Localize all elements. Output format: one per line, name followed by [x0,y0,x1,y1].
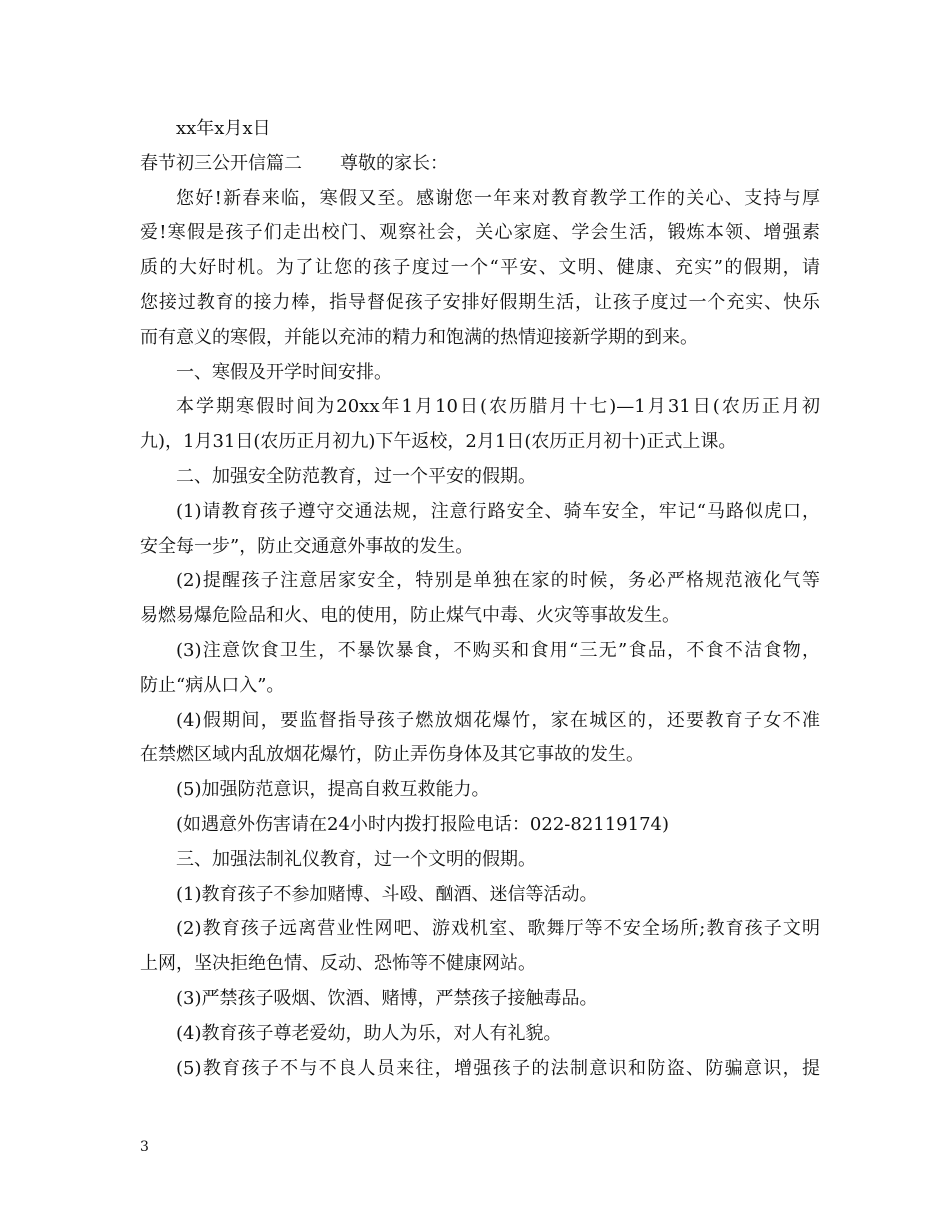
text-line: 您好!新春来临，寒假又至。感谢您一年来对教育教学工作的关心、支持与厚 [176,187,820,209]
salutation: 尊敬的家长： [340,152,448,174]
document-body [140,112,820,1086]
text-line: (5)加强防范意识，提高自救互救能力。 [176,779,490,801]
text-line: (如遇意外伤害请在24小时内拨打报险电话：022-82119174) [176,813,670,835]
text-line: 三、加强法制礼仪教育，过一个文明的假期。 [176,848,536,870]
text-line: 本学期寒假时间为20xx年1月10日(农历腊月十七)—1月31日(农历正月初 [176,396,820,418]
text-line: 易燃易爆危险品和火、电的使用，防止煤气中毒、火灾等事故发生。 [140,605,680,627]
text-line: (3)注意饮食卫生，不暴饮暴食，不购买和食用“三无”食品，不食不洁食物， [176,639,820,661]
text-line: (2)提醒孩子注意居家安全，特别是单独在家的时候，务必严格规范液化气等 [176,570,820,592]
date-line: xx年x月x日 [176,118,271,139]
text-line: (1)请教育孩子遵守交通法规，注意行路安全、骑车安全，牢记“马路似虎口， [176,500,820,522]
text-line: (3)严禁孩子吸烟、饮酒、赌博，严禁孩子接触毒品。 [176,987,598,1009]
text-line: 上网，坚决拒绝色情、反动、恐怖等不健康网站。 [140,953,536,975]
text-line: 您接过教育的接力棒，指导督促孩子安排好假期生活，让孩子度过一个充实、快乐 [140,291,820,313]
text-line: 爱!寒假是孩子们走出校门、观察社会，关心家庭、学会生活，锻炼本领、增强素 [140,222,820,244]
text-line: (4)教育孩子尊老爱幼，助人为乐，对人有礼貌。 [176,1022,562,1044]
text-line: 一、寒假及开学时间安排。 [176,361,392,383]
text-line: (1)教育孩子不参加赌博、斗殴、酗酒、迷信等活动。 [176,883,598,905]
text-line: 而有意义的寒假，并能以充沛的精力和饱满的热情迎接新学期的到来。 [140,326,698,348]
text-line: 质的大好时机。为了让您的孩子度过一个“平安、文明、健康、充实”的假期，请 [140,257,820,279]
body-text [140,182,820,1087]
title-row [140,147,820,182]
text-line: (2)教育孩子远离营业性网吧、游戏机室、歌舞厅等不安全场所;教育孩子文明 [176,918,820,940]
text-line: 防止“病从口入”。 [140,674,285,696]
text-line: 在禁燃区域内乱放烟花爆竹，防止弄伤身体及其它事故的发生。 [140,744,644,766]
text-line: 九)，1月31日(农历正月初九)下午返校，2月1日(农历正月初十)正式上课。 [140,431,737,453]
text-line: (4)假期间，要监督指导孩子燃放烟花爆竹，家在城区的，还要教育子女不准 [176,709,820,731]
letter-title: 春节初三公开信篇二 [140,152,302,174]
page-number: 3 [140,1139,149,1155]
text-line: 安全每一步”，防止交通意外事故的发生。 [140,535,474,557]
text-line: (5)教育孩子不与不良人员来往，增强孩子的法制意识和防盗、防骗意识，提 [176,1057,820,1079]
text-line: 二、加强安全防范教育，过一个平安的假期。 [176,465,536,487]
